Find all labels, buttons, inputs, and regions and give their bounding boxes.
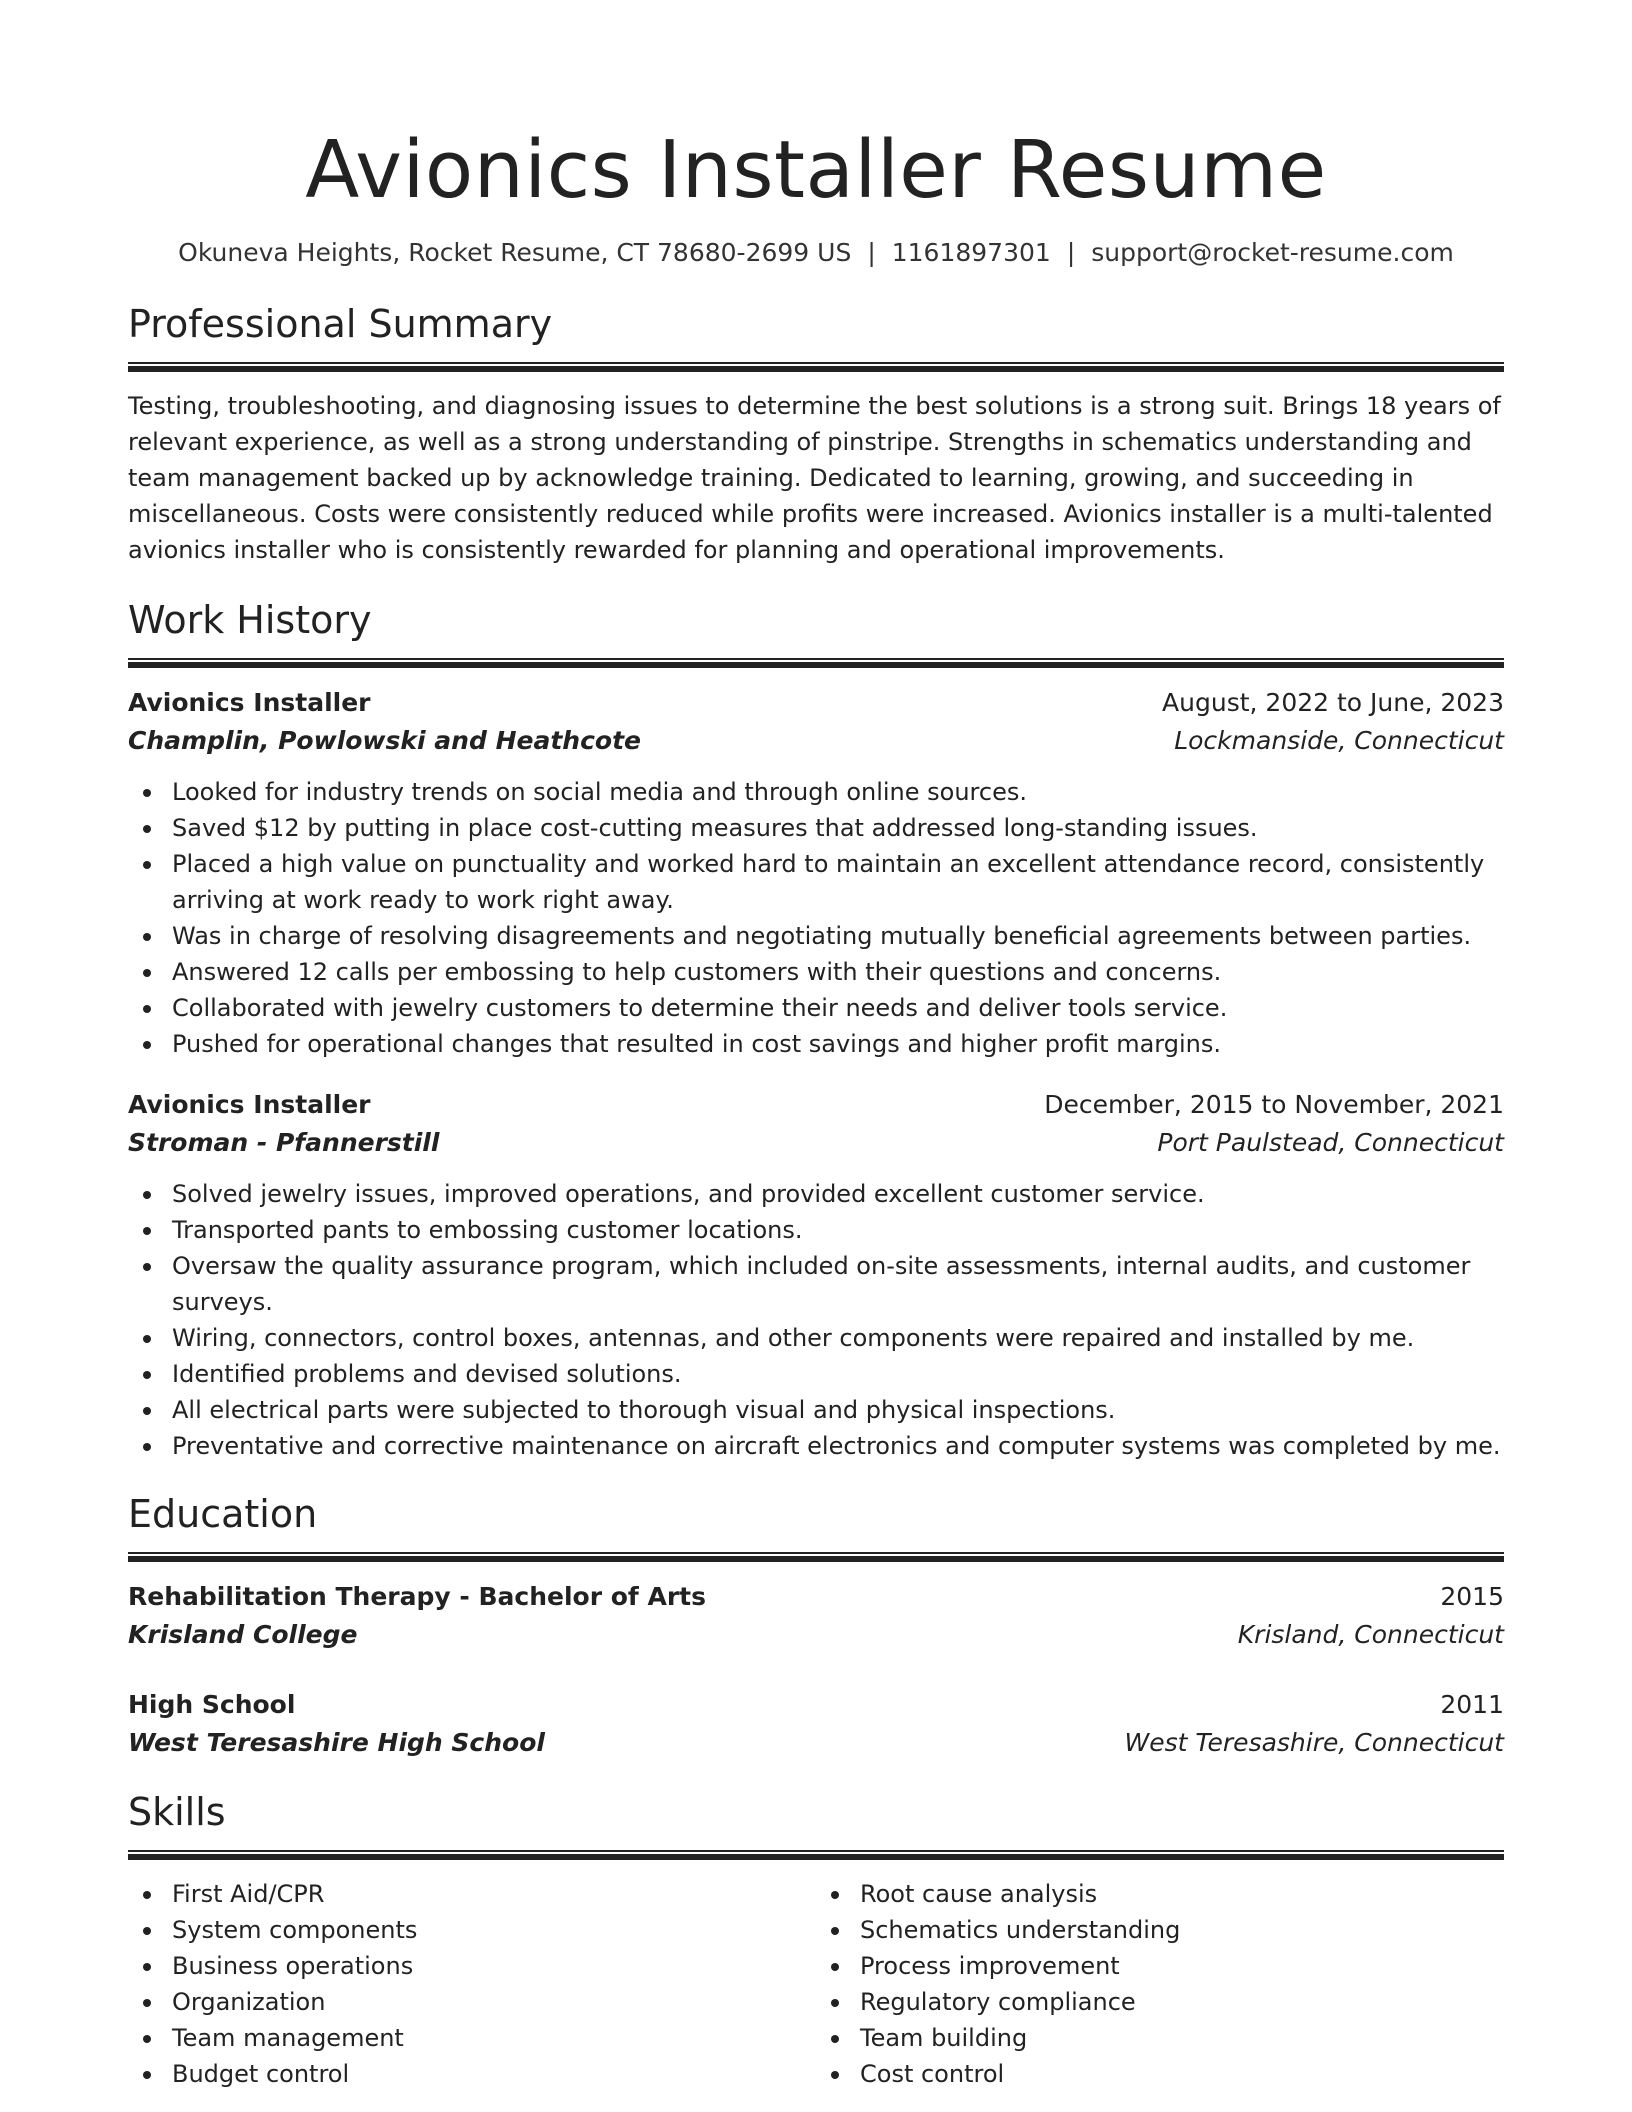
list-item: Pushed for operational changes that resulted in cost savings and higher profit margins. xyxy=(128,1026,1504,1062)
education-school: Krisland College xyxy=(128,1620,358,1649)
skill-item: Team building xyxy=(816,2020,1504,2056)
resume-page xyxy=(128,0,1504,2092)
section-heading-education: Education xyxy=(128,1492,318,1536)
summary-section xyxy=(128,300,1504,568)
contact-separator: | xyxy=(1066,238,1076,267)
list-item: Transported pants to embossing customer locations. xyxy=(128,1212,1504,1248)
summary-text: Testing, troubleshooting, and diagnosing issues to determine the best solutions is a strong suit. Brings 18 years of relevant experience, as well as a strong understanding of pinstripe. Strengths in schematics understanding and team management backed up by acknowledge training. Dedicated to learning, growing, and succeeding in miscellaneous. Costs were consistently reduced while profits were increased. Avionics installer is a multi-talented avionics installer who is consistently rewarded for planning and operational improvements. xyxy=(128,392,1501,564)
skill-item: Budget control xyxy=(128,2056,816,2092)
skills-column-right xyxy=(816,1876,1504,2092)
job-dates: December, 2015 to November, 2021 xyxy=(1044,1090,1504,1119)
education-school: West Teresashire High School xyxy=(128,1728,545,1757)
job-bullets xyxy=(128,774,1504,1062)
list-item: All electrical parts were subjected to thorough visual and physical inspections. xyxy=(128,1392,1504,1428)
skill-item: Business operations xyxy=(128,1948,816,1984)
resume-title: Avionics Installer Resume xyxy=(305,124,1327,216)
list-item: Wiring, connectors, control boxes, antennas, and other components were repaired and installed by me. xyxy=(128,1320,1504,1356)
skill-item: Cost control xyxy=(816,2056,1504,2092)
education-entry xyxy=(128,1686,1504,1762)
education-location: West Teresashire, Connecticut xyxy=(1124,1728,1504,1757)
education-degree: High School xyxy=(128,1690,296,1719)
list-item: Answered 12 calls per embossing to help customers with their questions and concerns. xyxy=(128,954,1504,990)
contact-email: support@rocket-resume.com xyxy=(1091,238,1454,267)
education-entry xyxy=(128,1578,1504,1654)
skill-item: Process improvement xyxy=(816,1948,1504,1984)
job-entry xyxy=(128,684,1504,1062)
job-dates: August, 2022 to June, 2023 xyxy=(1162,688,1504,717)
skill-item: Team management xyxy=(128,2020,816,2056)
list-item: Was in charge of resolving disagreements and negotiating mutually beneficial agreements between parties. xyxy=(128,918,1504,954)
job-bullets xyxy=(128,1176,1504,1464)
list-item: Saved $12 by putting in place cost-cutting measures that addressed long-standing issues. xyxy=(128,810,1504,846)
education-year: 2015 xyxy=(1440,1582,1504,1611)
skill-item: First Aid/CPR xyxy=(128,1876,816,1912)
contact-address: Okuneva Heights, Rocket Resume, CT 78680-2699 US xyxy=(178,238,852,267)
skill-item: Organization xyxy=(128,1984,816,2020)
education-year: 2011 xyxy=(1440,1690,1504,1719)
job-location: Port Paulstead, Connecticut xyxy=(1157,1128,1504,1157)
section-divider xyxy=(128,362,1504,372)
section-heading-skills: Skills xyxy=(128,1790,226,1834)
skills-column-left xyxy=(128,1876,816,2092)
list-item: Oversaw the quality assurance program, which included on-site assessments, internal audits, and customer surveys. xyxy=(128,1248,1504,1320)
job-location: Lockmanside, Connecticut xyxy=(1174,726,1504,755)
contact-phone: 1161897301 xyxy=(891,238,1051,267)
work-history-section xyxy=(128,596,1504,1464)
skill-item: Regulatory compliance xyxy=(816,1984,1504,2020)
section-divider xyxy=(128,658,1504,668)
list-item: Placed a high value on punctuality and worked hard to maintain an excellent attendance record, consistently arriving at work ready to work right away. xyxy=(128,846,1504,918)
skill-item: Schematics understanding xyxy=(816,1912,1504,1948)
job-title: Avionics Installer xyxy=(128,1090,371,1119)
list-item: Collaborated with jewelry customers to determine their needs and deliver tools service. xyxy=(128,990,1504,1026)
contact-separator: | xyxy=(867,238,876,267)
education-location: Krisland, Connecticut xyxy=(1237,1620,1504,1649)
list-item: Looked for industry trends on social media and through online sources. xyxy=(128,774,1504,810)
skill-item: System components xyxy=(128,1912,816,1948)
education-section xyxy=(128,1490,1504,1762)
section-divider xyxy=(128,1850,1504,1860)
section-heading-work-history: Work History xyxy=(128,598,372,642)
list-item: Identified problems and devised solutions. xyxy=(128,1356,1504,1392)
section-heading-summary: Professional Summary xyxy=(128,302,553,346)
education-degree: Rehabilitation Therapy - Bachelor of Arts xyxy=(128,1582,707,1611)
contact-line xyxy=(128,236,1504,270)
list-item: Solved jewelry issues, improved operations, and provided excellent customer service. xyxy=(128,1176,1504,1212)
job-title: Avionics Installer xyxy=(128,688,371,717)
job-company: Stroman - Pfannerstill xyxy=(128,1128,440,1157)
job-company: Champlin, Powlowski and Heathcote xyxy=(128,726,641,755)
skill-item: Root cause analysis xyxy=(816,1876,1504,1912)
skills-section xyxy=(128,1788,1504,2092)
job-entry xyxy=(128,1086,1504,1464)
skills-columns xyxy=(128,1876,1504,2092)
section-divider xyxy=(128,1552,1504,1562)
list-item: Preventative and corrective maintenance on aircraft electronics and computer systems was completed by me. xyxy=(128,1428,1504,1464)
